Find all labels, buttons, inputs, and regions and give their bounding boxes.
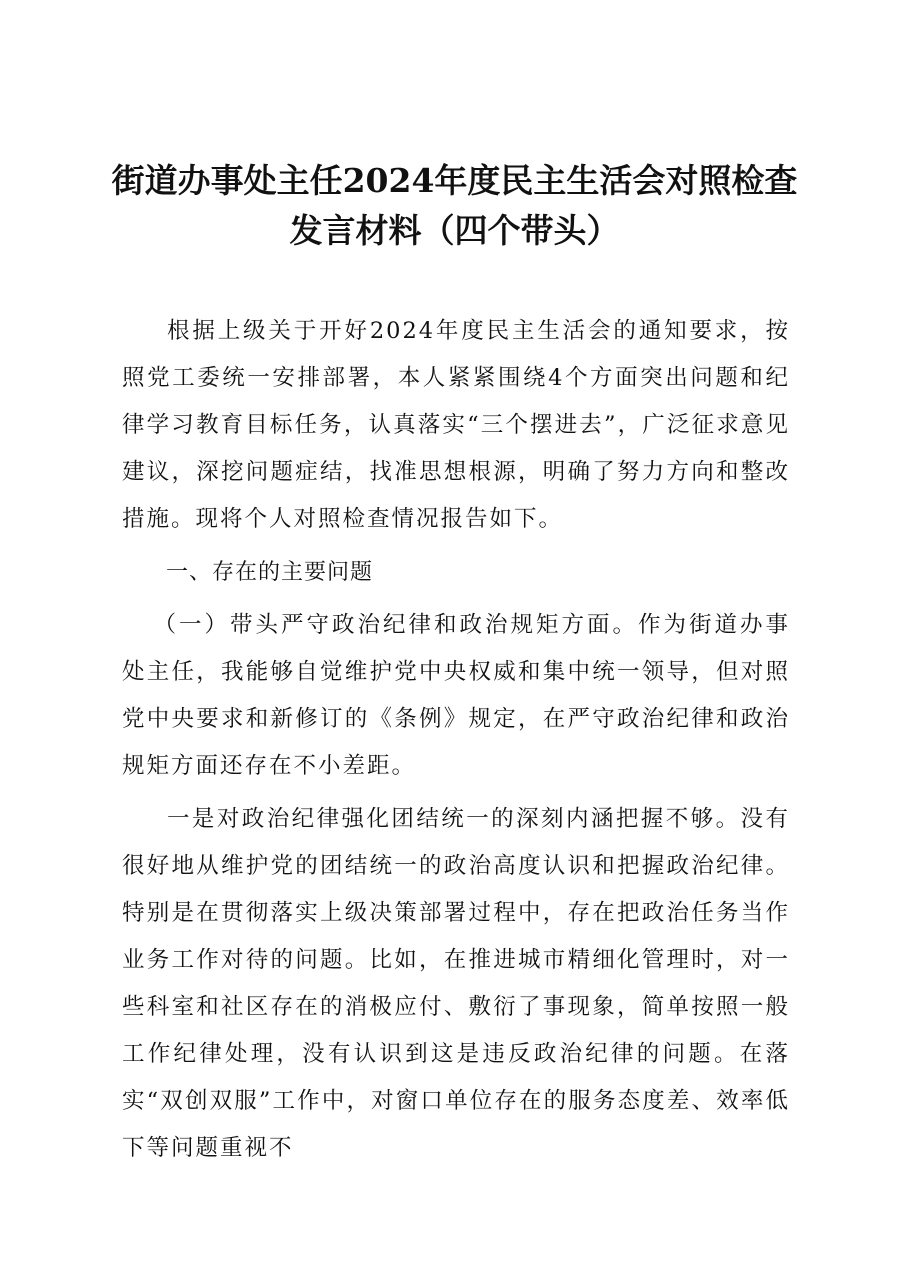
title-line-2: 发言材料（四个带头） [289,211,620,250]
point-paragraph: 一是对政治纪律强化团结统一的深刻内涵把握不够。没有很好地从维护党的团结统一的政治高度认识和把握政治纪律。特别是在贯彻落实上级决策部署过程中，存在把政治任务当作业务工作对待的问题。比如，在推进城市精细化管理时，对一些科室和社区存在的消极应付、敷衍了事现象，简单按照一般工作纪律处理，没有认识到这是违反政治纪律的问题。在落实“双创双服”工作中，对窗口单位存在的服务态度差、效率低下等问题重视不 [122,806,790,1161]
document-title [90,156,819,256]
document-body [122,308,790,1172]
title-line-1: 街道办事处主任2024年度民主生活会对照检查 [111,161,798,200]
subsection-paragraph: （一）带头严守政治纪律和政治规矩方面。作为街道办事处主任，我能够自觉维护党中央权威和集中统一领导，但对照党中央要求和新修订的《条例》规定，在严守政治纪律和政治规矩方面还存在不小差距。 [122,612,790,779]
intro-paragraph: 根据上级关于开好2024年度民主生活会的通知要求，按照党工委统一安排部署，本人紧紧围绕4个方面突出问题和纪律学习教育目标任务，认真落实“三个摆进去”，广泛征求意见建议，深挖问题症结，找准思想根源，明确了努力方向和整改措施。现将个人对照检查情况报告如下。 [122,318,790,532]
section-heading: 一、存在的主要问题 [166,560,374,585]
